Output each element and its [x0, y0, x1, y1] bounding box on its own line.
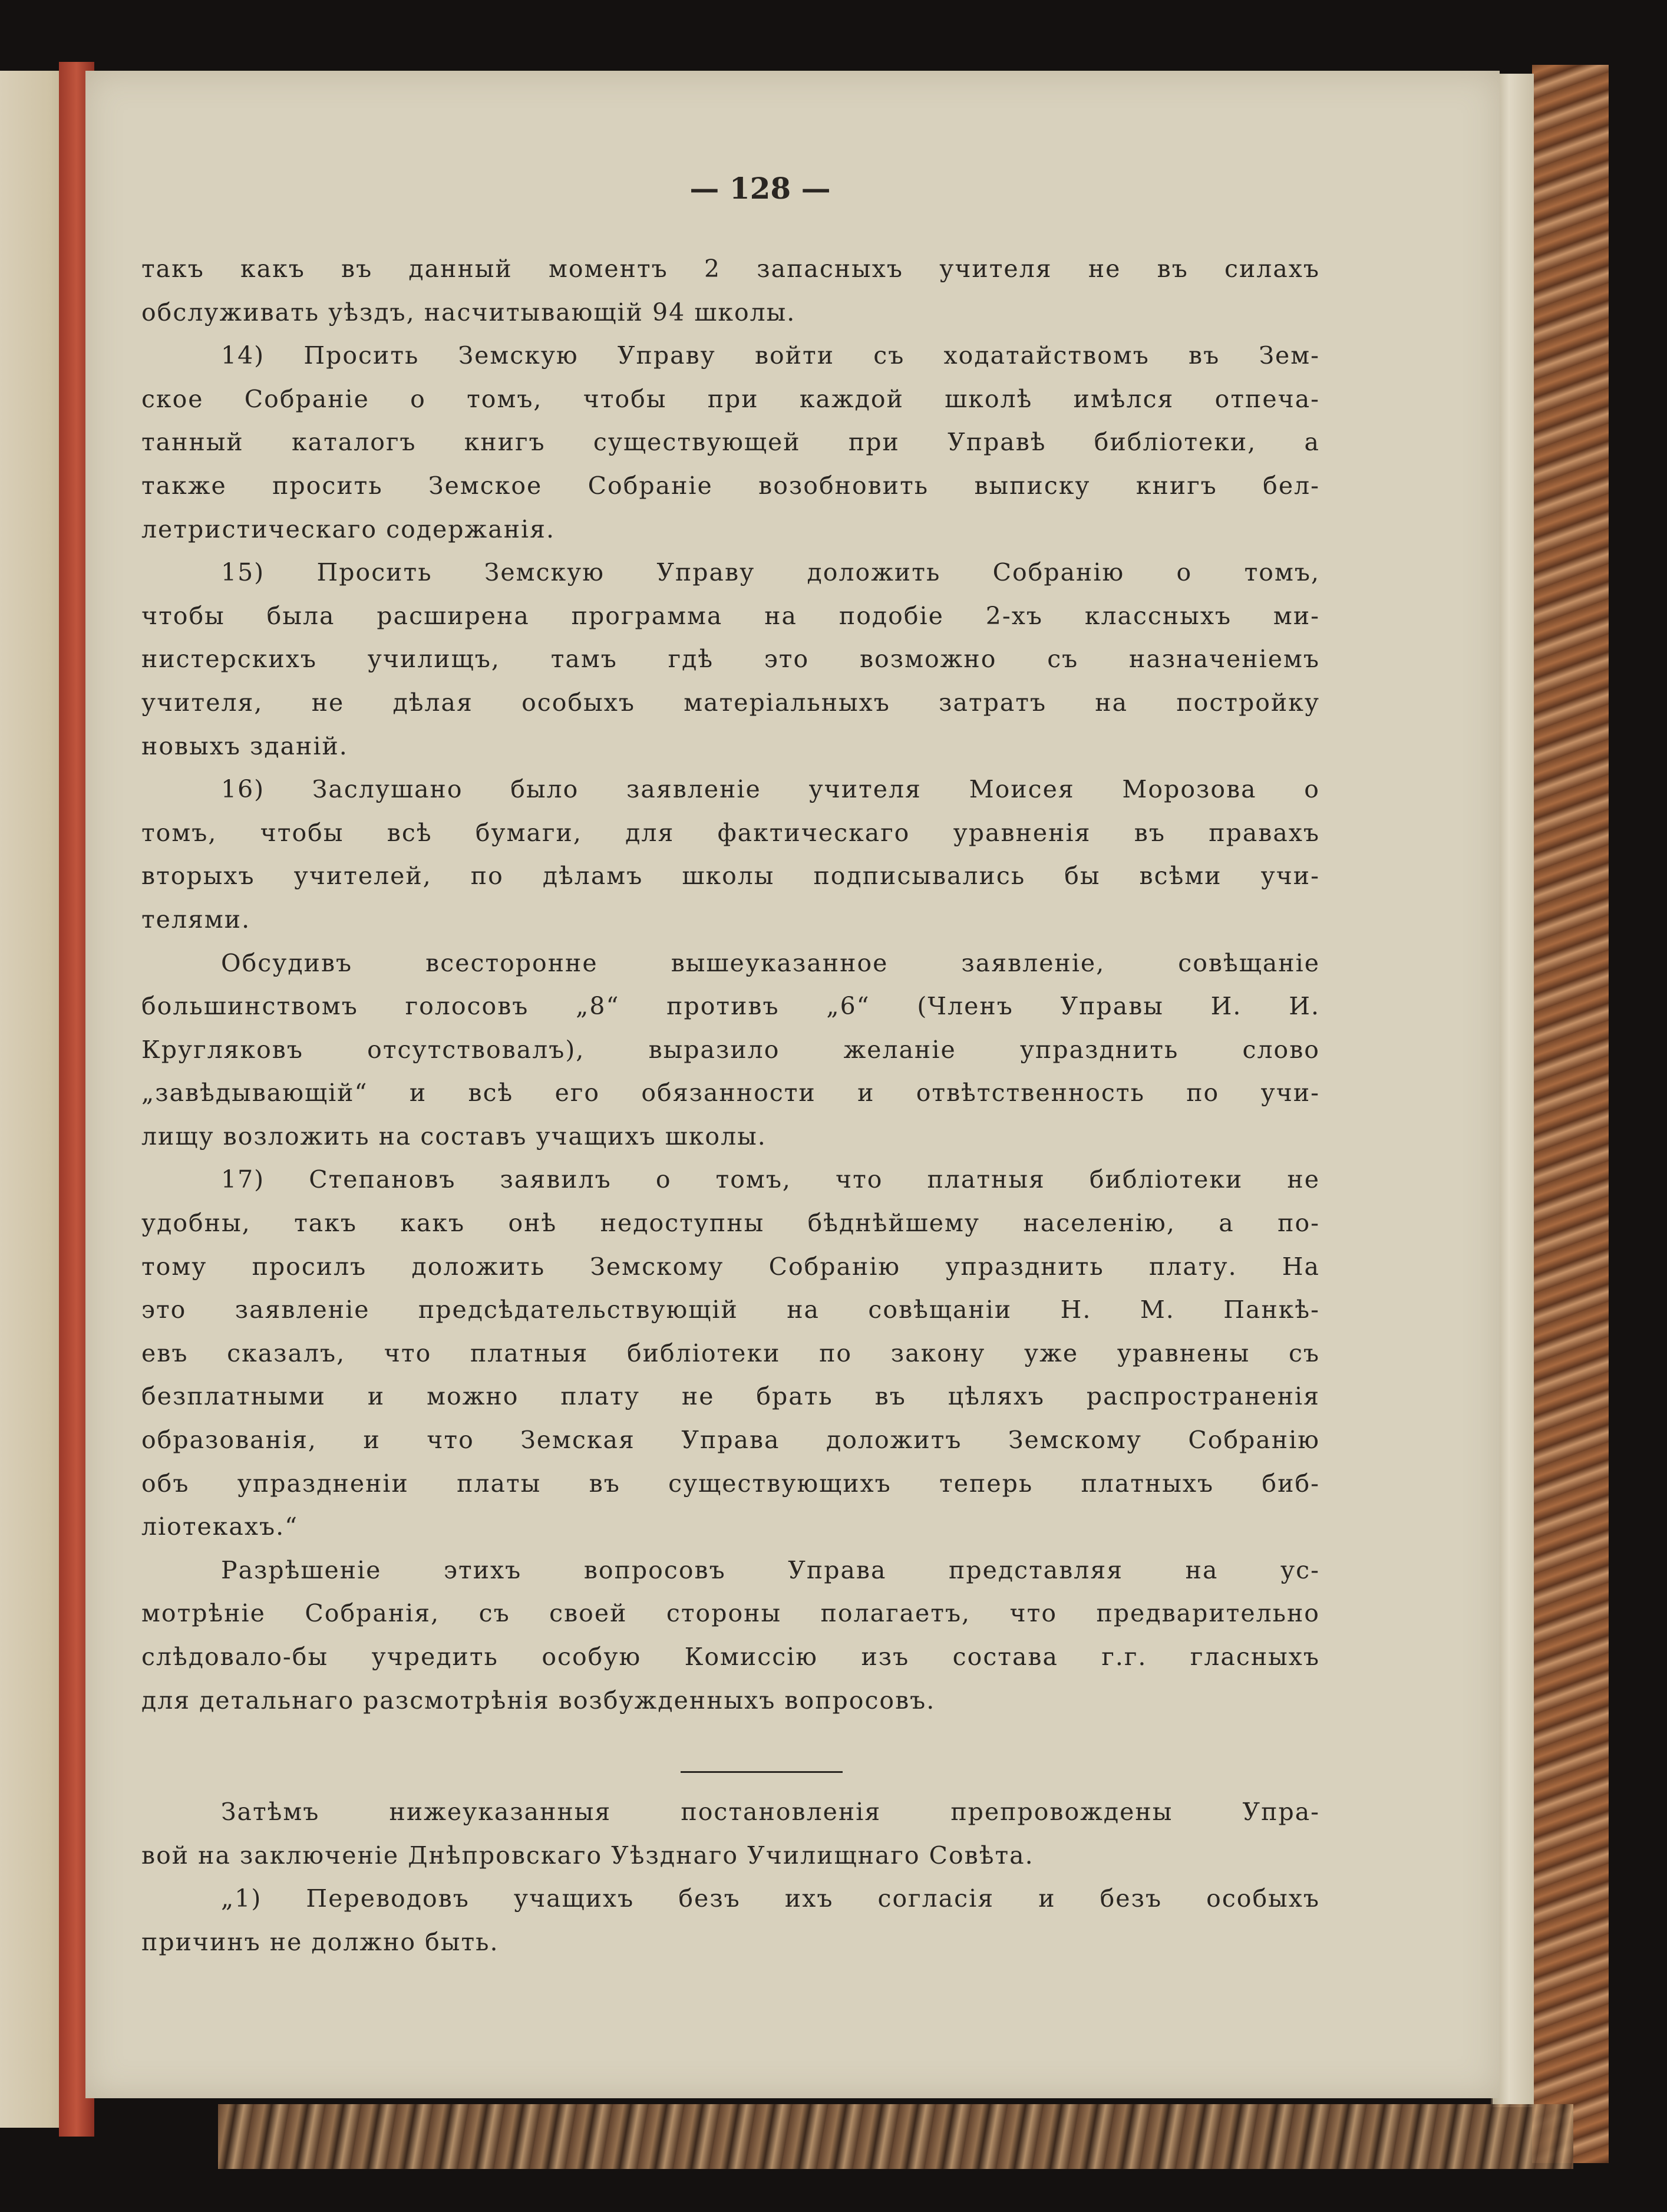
text-line: томъ, чтобы всѣ бумаги, для фактическаго уравненія въ правахъ: [141, 818, 1320, 847]
text-line: Затѣмъ нижеуказанныя постановленія препровождены Упра-: [221, 1798, 1320, 1826]
text-line: учителя, не дѣлая особыхъ матеріальныхъ затратъ на постройку: [141, 688, 1320, 717]
text-line: Кругляковъ отсутствовалъ), выразило желаніе упразднить слово: [141, 1035, 1320, 1064]
text-line: 16) Заслушано было заявленіе учителя Моисея Морозова о: [221, 775, 1320, 804]
text-line: это заявленіе предсѣдательствующій на совѣщаніи Н. М. Панкѣ-: [141, 1295, 1320, 1324]
text-line: „1) Переводовъ учащихъ безъ ихъ согласія и безъ особыхъ: [221, 1884, 1320, 1913]
text-line: танный каталогъ книгъ существующей при Управѣ библіотеки, а: [141, 428, 1320, 457]
text-line: образованія, и что Земская Управа доложитъ Земскому Собранію: [141, 1426, 1320, 1455]
page-number: — 128 —: [689, 171, 831, 206]
body-text: [141, 248, 1320, 1722]
text-line: вторыхъ учителей, по дѣламъ школы подписывались бы всѣми учи-: [141, 862, 1320, 891]
body-text-continued: [141, 1791, 1320, 1964]
text-line: мотрѣніе Собранія, съ своей стороны полагаетъ, что предварительно: [141, 1599, 1320, 1628]
text-line: объ упраздненіи платы въ существующихъ теперь платныхъ биб-: [141, 1469, 1320, 1498]
text-line: обслуживать уѣздъ, насчитывающій 94 школы.: [141, 298, 796, 327]
text-line: вой на заключеніе Днѣпровскаго Уѣзднаго Училищнаго Совѣта.: [141, 1841, 1034, 1870]
text-line: причинъ не должно быть.: [141, 1927, 499, 1956]
text-line: „завѣдывающій“ и всѣ его обязанности и отвѣтственность по учи-: [141, 1079, 1320, 1107]
text-line: новыхъ зданій.: [141, 731, 348, 760]
text-line: 14) Просить Земскую Управу войти съ ходатайствомъ въ Зем-: [221, 341, 1320, 370]
text-line: удобны, такъ какъ онѣ недоступны бѣднѣйшему населенію, а по-: [141, 1209, 1320, 1238]
text-line: летристическаго содержанія.: [141, 515, 556, 543]
text-line: также просить Земское Собраніе возобновить выписку книгъ бел-: [141, 471, 1320, 500]
text-line: ліотекахъ.“: [141, 1512, 299, 1541]
text-line: евъ сказалъ, что платныя библіотеки по закону уже уравнены съ: [141, 1339, 1320, 1367]
text-line: Обсудивъ всесторонне вышеуказанное заявленіе, совѣщаніе: [221, 948, 1320, 977]
text-line: чтобы была расширена программа на подобіе 2-хъ классныхъ ми-: [141, 601, 1320, 630]
text-line: безплатными и можно плату не брать въ цѣляхъ распространенія: [141, 1382, 1320, 1411]
section-divider: [681, 1771, 843, 1773]
text-line: для детальнаго разсмотрѣнія возбужденныхъ вопросовъ.: [141, 1686, 936, 1715]
marbled-bottom-edge: [218, 2104, 1573, 2169]
text-line: 17) Степановъ заявилъ о томъ, что платныя библіотеки не: [221, 1165, 1320, 1194]
marbled-cover-edge: [1532, 65, 1609, 2163]
text-line: лищу возложить на составъ учащихъ школы.: [141, 1122, 767, 1150]
text-line: тому просилъ доложить Земскому Собранію упразднить плату. На: [141, 1252, 1320, 1281]
text-line: телями.: [141, 905, 251, 934]
text-line: слѣдовало-бы учредить особую Комиссію изъ состава г.г. гласныхъ: [141, 1643, 1320, 1671]
text-line: большинствомъ голосовъ „8“ противъ „6“ (Членъ Управы И. И.: [141, 992, 1320, 1021]
text-line: Разрѣшеніе этихъ вопросовъ Управа представляя на ус-: [221, 1555, 1320, 1584]
text-line: такъ какъ въ данный моментъ 2 запасныхъ учителя не въ силахъ: [141, 255, 1320, 283]
text-line: нистерскихъ училищъ, тамъ гдѣ это возможно съ назначеніемъ: [141, 645, 1320, 674]
text-line: ское Собраніе о томъ, чтобы при каждой школѣ имѣлся отпеча-: [141, 384, 1320, 413]
text-line: 15) Просить Земскую Управу доложить Собранію о томъ,: [221, 558, 1320, 587]
